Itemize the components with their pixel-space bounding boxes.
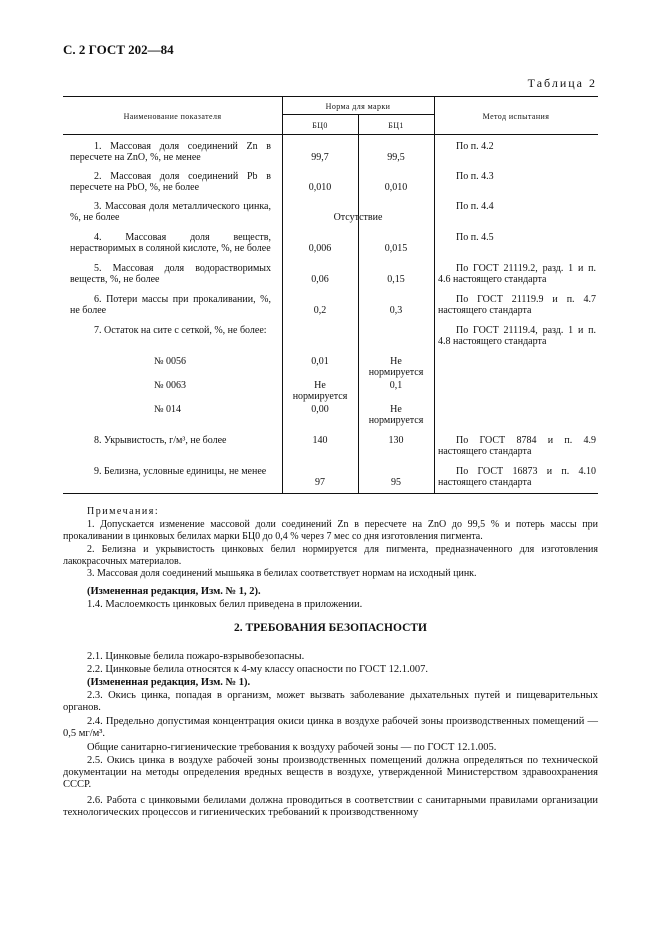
amendment-note: (Измененная редакция, Изм. № 1).	[87, 677, 251, 688]
notes-heading: Примечания:	[87, 506, 160, 517]
col-header-method: Метод испытания	[482, 112, 550, 121]
table-row-label: 9. Белизна, условные единицы, не менее	[94, 466, 267, 477]
table-cell-bc1: 95	[391, 477, 401, 488]
column-divider	[434, 96, 435, 493]
table-cell-bc0: 0,01	[311, 356, 329, 367]
table-cell-method: По п. 4.4	[456, 201, 494, 212]
table-cell-bc1: 130	[388, 435, 404, 446]
table-cell-bc0: 97	[315, 477, 325, 488]
table-subrow-label: № 0063	[154, 380, 187, 391]
table-cell-bc0: 0,00	[311, 404, 329, 415]
table-cell-bc0: 140	[312, 435, 328, 446]
table-row-label: 6. Потери массы при прокаливании, %, не более	[70, 294, 271, 316]
table-row-label: 1. Массовая доля соединений Zn в пересчете на ZnO, %, не менее	[70, 141, 271, 163]
col-header-name: Наименование показателя	[123, 112, 222, 121]
table-cell-bc1: 0,010	[384, 182, 408, 193]
table-row-label: 7. Остаток на сите с сеткой, %, не более:	[94, 325, 267, 336]
section-title: 2. ТРЕБОВАНИЯ БЕЗОПАСНОСТИ	[233, 622, 428, 634]
table-row-label: 3. Массовая доля металлического цинка, %, не более	[70, 201, 271, 223]
table-cell-bc1: 99,5	[387, 152, 405, 163]
amendment-note: (Измененная редакция, Изм. № 1, 2).	[87, 586, 261, 597]
paragraph-1-4: 1.4. Маслоемкость цинковых белил приведена в приложении.	[87, 599, 363, 610]
paragraph-2-6: 2.6. Работа с цинковыми белилами должна проводиться в соответствии с санитарными правилами организации технологических процессов и гигиенических требований к производственному	[63, 795, 598, 819]
table-row-label: 4. Массовая доля веществ, нерастворимых в соляной кислоте, %, не более	[70, 232, 271, 254]
table-label: Таблица 2	[527, 76, 597, 90]
paragraph-general: Общие санитарно-гигиенические требования к воздуху рабочей зоны — по ГОСТ 12.1.005.	[87, 742, 497, 753]
table-cell-method: По ГОСТ 21119.2, разд. 1 и п. 4.6 настоящего стандарта	[438, 263, 596, 285]
table-cell-bc0: 0,010	[308, 182, 332, 193]
table-cell-method: По ГОСТ 21119.9 и п. 4.7 настоящего стандарта	[438, 294, 596, 316]
norm-subheader-rule	[282, 114, 434, 115]
table-cell-method: По ГОСТ 8784 и п. 4.9 настоящего стандарта	[438, 435, 596, 457]
paragraph-2-2: 2.2. Цинковые белила относятся к 4-му классу опасности по ГОСТ 12.1.007.	[87, 664, 429, 675]
paragraph-2-5: 2.5. Окись цинка в воздухе рабочей зоны производственных помещений должна определяться по технической документации на методы определения вредных веществ в воздухе, утвержденной Министерством здравоохранения СССР.	[63, 755, 598, 791]
table-cell-bc1: 0,3	[389, 305, 403, 316]
table-cell-method: По п. 4.2	[456, 141, 494, 152]
table-cell-method: По ГОСТ 16873 и п. 4.10 настоящего стандарта	[438, 466, 596, 488]
table-cell-bc0: Не нормируется	[292, 380, 348, 402]
table-bottom-rule	[63, 493, 598, 494]
table-cell-bc0: 0,2	[313, 305, 327, 316]
paragraph-2-1: 2.1. Цинковые белила пожаро-взрывобезопасны.	[87, 651, 305, 662]
table-cell-bc1: 0,015	[384, 243, 408, 254]
table-row-label: 8. Укрывистость, г/м³, не более	[94, 435, 227, 446]
page-header: С. 2 ГОСТ 202—84	[63, 42, 174, 57]
table-row-label: 5. Массовая доля водорастворимых веществ, %, не более	[70, 263, 271, 285]
table-subrow-label: № 014	[154, 404, 182, 415]
table-cell-bc0: 0,006	[308, 243, 332, 254]
table-cell-bc1: Не нормируется	[368, 404, 424, 426]
col-header-bc1: БЦ1	[388, 121, 404, 130]
paragraph-2-4: 2.4. Предельно допустимая концентрация окиси цинка в воздухе рабочей зоны производственных помещений — 0,5 мг/м³.	[63, 716, 598, 740]
table-cell-bc0: 99,7	[311, 152, 329, 163]
table-header-rule	[63, 134, 598, 135]
table-cell-method: По п. 4.3	[456, 171, 494, 182]
note-item: 3. Массовая доля соединений мышьяка в белилах соответствует нормам на исходный цинк.	[87, 568, 477, 579]
note-item: 2. Белизна и укрывистость цинковых белил нормируется для пигмента, предназначенного для изготовления лакокрасочных материалов.	[63, 544, 598, 567]
table-cell-bc1: 0,1	[389, 380, 403, 391]
table-cell-both: Отсутствие	[333, 212, 383, 223]
table-row-label: 2. Массовая доля соединений Pb в пересчете на PbO, %, не более	[70, 171, 271, 193]
table-cell-method: По ГОСТ 21119.4, разд. 1 и п. 4.8 настоящего стандарта	[438, 325, 596, 347]
paragraph-2-3: 2.3. Окись цинка, попадая в организм, может вызвать заболевание дыхательных путей и пищеварительных органов.	[63, 690, 598, 714]
col-header-bc0: БЦ0	[312, 121, 328, 130]
col-header-norm: Норма для марки	[325, 102, 391, 111]
table-cell-bc0: 0,06	[311, 274, 329, 285]
table-cell-bc1: 0,15	[387, 274, 405, 285]
table-subrow-label: № 0056	[154, 356, 187, 367]
table-cell-bc1: Не нормируется	[368, 356, 424, 378]
note-item: 1. Допускается изменение массовой доли соединений Zn в пересчете на ZnO до 99,5 % и потерь массы при прокаливании в цинковых белилах марки БЦ0 до 0,4 % через 7 мес со дня изготовления пигмента.	[63, 519, 598, 542]
table-cell-method: По п. 4.5	[456, 232, 494, 243]
table-top-rule	[63, 96, 598, 97]
